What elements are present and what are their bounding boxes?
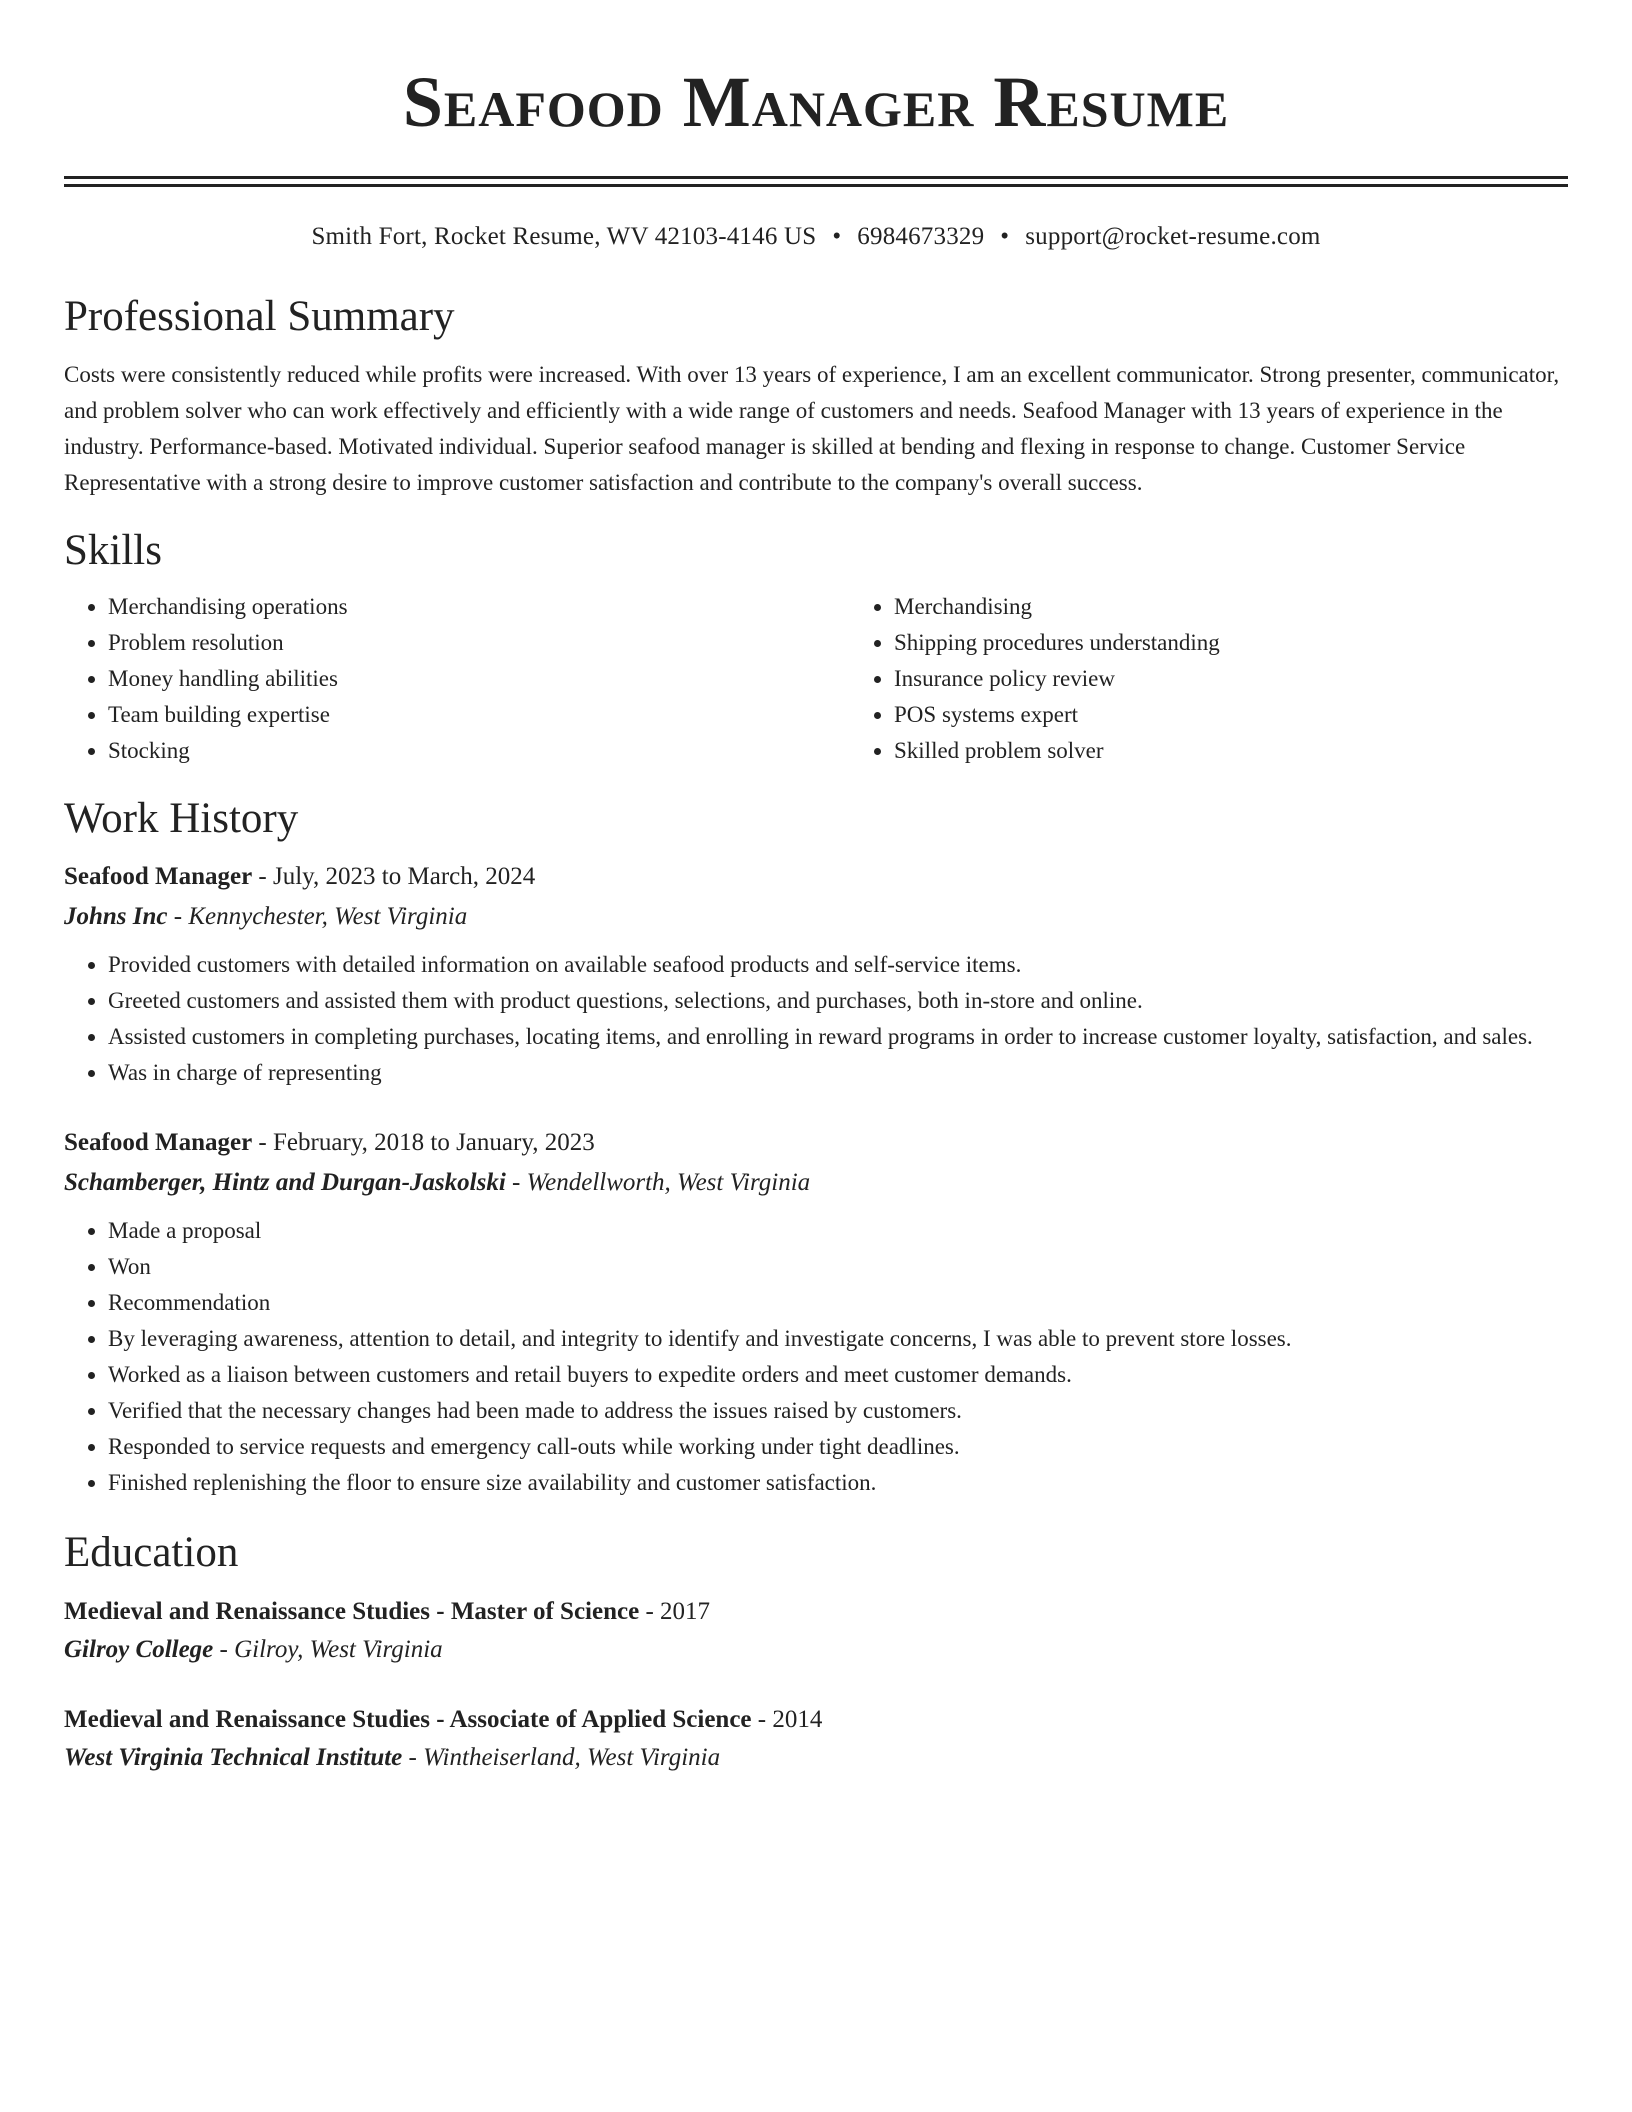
contact-separator: • [1000, 223, 1010, 250]
duty-item: • Provided customers with detailed information on available seafood products and self-service items. [108, 947, 1568, 983]
job-dates: - February, 2018 to January, 2023 [252, 1129, 595, 1156]
resume-title: Seafood Manager Resume [402, 62, 1230, 142]
contact-separator: • [832, 223, 842, 250]
skill-item: • Skilled problem solver [894, 733, 1568, 769]
skills-column-left [64, 589, 850, 769]
contact-address: Smith Fort, Rocket Resume, WV 42103-4146 US [311, 223, 817, 250]
job-title: Seafood Manager [64, 863, 253, 890]
education-school-line [64, 1631, 1568, 1669]
summary-text: Costs were consistently reduced while profits were increased. With over 13 years of experience, I am an excellent communicator. Strong presenter, communicator, and problem solver who can work effectively and efficiently with a wide range of customers and needs. Seafood Manager with 13 years of experience in the industry. Performance-based. Motivated individual. Superior seafood manager is skilled at bending and flexing in response to change. Customer Service Representative with a strong desire to improve customer satisfaction and contribute to the company's overall success. [64, 362, 1560, 495]
skills-column-right [850, 589, 1568, 769]
job-duties [64, 947, 1568, 1091]
title-divider-top [64, 176, 1568, 179]
duty-item: • Finished replenishing the floor to ensure size availability and customer satisfaction. [108, 1465, 1568, 1501]
job-dates: - July, 2023 to March, 2024 [252, 863, 536, 890]
job-header [64, 1123, 1568, 1163]
job-header [64, 857, 1568, 897]
skill-item: • Merchandising operations [108, 589, 850, 625]
title-divider-bottom [64, 184, 1568, 187]
education-location: - Gilroy, West Virginia [213, 1636, 443, 1663]
education-school-line [64, 1739, 1568, 1777]
contact-line [64, 221, 1568, 253]
work-history-heading: Work History [64, 795, 299, 842]
duty-item: • Won [108, 1249, 1568, 1285]
skill-item: • POS systems expert [894, 697, 1568, 733]
job-company: Schamberger, Hintz and Durgan-Jaskolski [64, 1169, 506, 1196]
job-location: - Wendellworth, West Virginia [505, 1169, 811, 1196]
education-degree: Medieval and Renaissance Studies - Master of Science [64, 1598, 640, 1625]
skill-item: • Insurance policy review [894, 661, 1568, 697]
duty-item: • Worked as a liaison between customers and retail buyers to expedite orders and meet customer demands. [108, 1357, 1568, 1393]
skill-item: • Problem resolution [108, 625, 850, 661]
job-duties [64, 1213, 1568, 1501]
education-degree: Medieval and Renaissance Studies - Associate of Applied Science [64, 1706, 752, 1733]
education-year: - 2014 [751, 1706, 823, 1733]
contact-email: support@rocket-resume.com [1025, 223, 1321, 250]
education-heading: Education [64, 1529, 239, 1576]
duty-item: • Was in charge of representing [108, 1055, 1568, 1091]
job-company-line [64, 897, 1568, 937]
duty-item: • Recommendation [108, 1285, 1568, 1321]
education-entry [64, 1593, 1568, 1669]
education-degree-line [64, 1701, 1568, 1739]
skill-item: • Stocking [108, 733, 850, 769]
education-year: - 2017 [639, 1598, 711, 1625]
duty-item: • Greeted customers and assisted them with product questions, selections, and purchases, both in-store and online. [108, 983, 1568, 1019]
summary-heading: Professional Summary [64, 293, 455, 340]
skill-item: • Merchandising [894, 589, 1568, 625]
job-company: Johns Inc [64, 903, 168, 930]
job-company-line [64, 1163, 1568, 1203]
skill-item: • Team building expertise [108, 697, 850, 733]
contact-phone: 6984673329 [857, 223, 985, 250]
duty-item: • Responded to service requests and emergency call-outs while working under tight deadlines. [108, 1429, 1568, 1465]
duty-item: • Verified that the necessary changes had been made to address the issues raised by customers. [108, 1393, 1568, 1429]
education-location: - Wintheiserland, West Virginia [402, 1744, 721, 1771]
education-school: West Virginia Technical Institute [64, 1744, 403, 1771]
job-location: - Kennychester, West Virginia [167, 903, 468, 930]
job-entry [64, 1123, 1568, 1501]
job-entry [64, 857, 1568, 1091]
education-degree-line [64, 1593, 1568, 1631]
duty-item: • Assisted customers in completing purchases, locating items, and enrolling in reward programs in order to increase customer loyalty, satisfaction, and sales. [108, 1019, 1568, 1055]
skills-heading: Skills [64, 527, 162, 574]
education-entry [64, 1701, 1568, 1777]
job-title: Seafood Manager [64, 1129, 253, 1156]
skill-item: • Shipping procedures understanding [894, 625, 1568, 661]
skills-list [64, 589, 1568, 769]
skill-item: • Money handling abilities [108, 661, 850, 697]
education-school: Gilroy College [64, 1636, 214, 1663]
duty-item: • By leveraging awareness, attention to detail, and integrity to identify and investigate concerns, I was able to prevent store losses. [108, 1321, 1568, 1357]
duty-item: • Made a proposal [108, 1213, 1568, 1249]
